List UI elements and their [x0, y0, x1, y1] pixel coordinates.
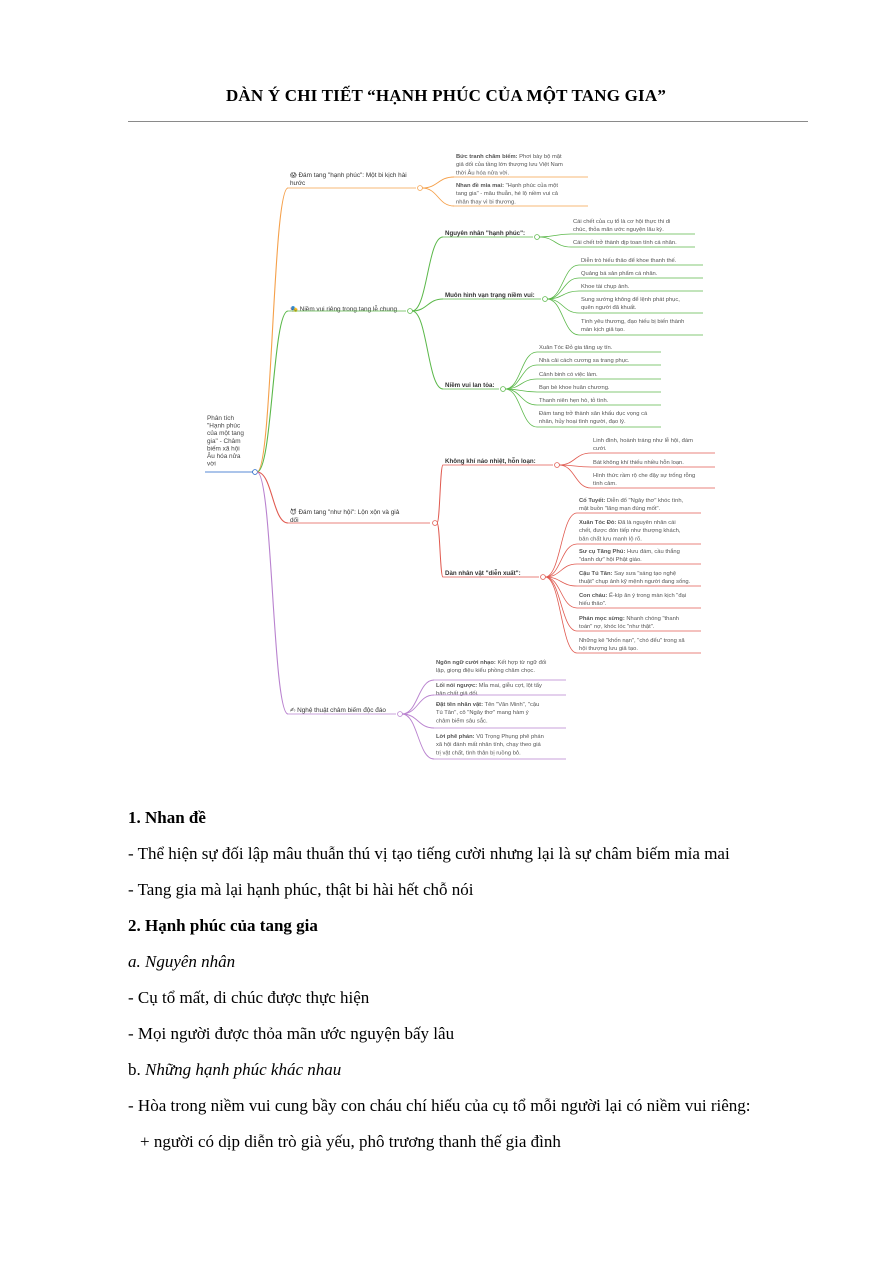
item-text: Diễn trò hiếu thảo để khoe thanh thế. [581, 258, 677, 264]
branch-connector [257, 188, 288, 472]
leaf-text: Nhan đề mỉa mai: "Hạnh phúc của một tang gia" - mâu thuẫn, hé lộ niềm vui cả nhân thay vì bi thương. [456, 183, 558, 206]
item-text: Thanh niên hẹn hò, tỏ tình. [539, 398, 609, 404]
group-label: Dàn nhân vật "diễn xuất": [445, 570, 521, 577]
group-connector [412, 299, 443, 311]
node-connector [433, 521, 438, 526]
outline-line: - Mọi người được thỏa mãn ước nguyện bấy lâu [128, 1024, 455, 1043]
item-text: Cậu Tú Tân: Say sưa "sáng tạo nghệ thuật" chụp ảnh kỹ mệnh người đang sống. [579, 571, 691, 586]
item-connector [545, 544, 577, 577]
node-connector [408, 309, 413, 314]
document-title: DÀN Ý CHI TIẾT “HẠNH PHÚC CỦA MỘT TANG GIA” [225, 86, 667, 105]
item-connector [559, 465, 591, 488]
item-text: Cái chết của cụ tổ là cơ hội thực thi di chúc, thỏa mãn ước nguyện lâu kỳ. [573, 219, 671, 234]
item-text: Bạn bè khoe huân chương. [539, 385, 610, 391]
group-connector [437, 465, 443, 523]
outline-line: - Hòa trong niềm vui cung bầy con cháu chí hiếu của cụ tổ mỗi người lại có niềm vui riêng: [128, 1096, 751, 1115]
leaf-text: Lối nói ngược: Mỉa mai, giễu cợt, lột tẩy bản chất giả dối. [436, 683, 542, 698]
subsection-title: Những hạnh phúc khác nhau [145, 1060, 342, 1079]
subsection-heading [128, 1052, 828, 1088]
group-label: Niềm vui lan tỏa: [445, 382, 495, 389]
item-text: Xuân Tóc Đỏ: Đã là nguyên nhân cái chết, được đón tiếp như thượng khách, bản chất lưu manh lộ rõ. [579, 520, 681, 543]
leaf-text: Lời phê phán: Vũ Trọng Phụng phê phán xã hội đánh mất nhân tính, chạy theo giá trị vật chất, tình thân bị ruồng bỏ. [436, 734, 544, 757]
node-connector [541, 575, 546, 580]
group-connector [437, 523, 443, 577]
item-text: Xuân Tóc Đỏ gia tăng uy tín. [539, 345, 613, 351]
branch-label: 🎭 Niềm vui riêng trong tang lễ chung [290, 306, 398, 313]
item-connector [545, 577, 577, 631]
item-connector [547, 299, 579, 313]
item-connector [539, 237, 571, 247]
item-connector [547, 299, 579, 335]
outline-body [128, 800, 828, 1160]
branch-connector [257, 472, 288, 714]
root-node-label: Phân tích "Hạnh phúc của một tang gia" - Châm biếm xã hội Âu hóa nửa vời [207, 415, 244, 468]
subsection-heading: a. Nguyên nhân [128, 952, 236, 971]
item-text: Hình thức rầm rộ che đậy sự trống rỗng tình cảm. [593, 473, 696, 488]
item-connector [545, 577, 577, 653]
item-text: Quảng bá sản phẩm cá nhân. [581, 271, 658, 277]
outline-line: - Tang gia mà lại hạnh phúc, thật bi hài hết chỗ nói [128, 880, 474, 899]
group-label: Muôn hình vạn trạng niềm vui: [445, 292, 535, 299]
group-label: Nguyên nhân "hạnh phúc": [445, 230, 526, 237]
subsection-prefix: b. [128, 1060, 145, 1079]
item-text: Cái chết trở thành dịp toan tính cá nhân. [573, 240, 677, 246]
item-text: Những kẻ "khốn nạn", "chó đểu" trong xã hội thượng lưu giả tạo. [579, 638, 685, 653]
leaf-text: Ngôn ngữ cười nhạo: Kết hợp từ ngữ đối lập, giọng điệu kiểu phồng châm chọc. [436, 660, 547, 675]
leaf-connector [402, 680, 434, 714]
leaf-connector [422, 177, 454, 188]
outline-line: - Cụ tổ mất, di chúc được thực hiện [128, 988, 370, 1007]
section-heading: 2. Hạnh phúc của tang gia [128, 916, 318, 935]
leaf-text: Bức tranh châm biếm: Phơi bày bộ mặt giả dối của tầng lớn thượng lưu Việt Nam thời Âu hóa nửa vời. [456, 154, 563, 177]
section-heading: 1. Nhan đề [128, 808, 206, 827]
item-text: Nhà cải cách cương sa trang phục. [539, 358, 630, 364]
node-connector [398, 712, 403, 717]
item-connector [505, 389, 537, 427]
node-connector [555, 463, 560, 468]
item-connector [539, 234, 571, 237]
item-text: Đám tang trở thành sân khấu dục vọng cá nhân, hủy hoại tình người, đạo lý. [539, 411, 648, 426]
item-text: Linh đình, hoành tráng như lễ hội, đám cưới. [593, 438, 693, 453]
item-text: Bát không khí thiếu nhiều hỗn loạn. [593, 460, 684, 466]
item-connector [505, 352, 537, 389]
node-connector [501, 387, 506, 392]
node-connector [253, 470, 258, 475]
leaf-text: Đặt tên nhân vật: Tên "Văn Minh", "cậu Tú Tân", cô "Ngây thơ" mang hàm ý châm biếm sâu sắc. [436, 702, 540, 725]
outline-line: + người có dịp diễn trò già yếu, phô trương thanh thế gia đình [140, 1132, 561, 1151]
item-text: Sung sướng không để lệnh phát phục, quên người đã khuất. [581, 297, 680, 312]
group-label: Không khí náo nhiệt, hỗn loạn: [445, 458, 536, 465]
item-text: Cảnh binh có việc làm. [539, 372, 598, 378]
item-text: Tình yêu thương, đạo hiếu bị biến thành màn kịch giả tạo. [581, 319, 685, 334]
item-connector [559, 453, 591, 465]
node-connector [535, 235, 540, 240]
item-text: Phán mọc sừng: Nhanh chóng "thanh toán" nợ, khóc lóc "như thật". [579, 616, 680, 631]
branch-label: 😱 Đám tang "hạnh phúc": Một bi kịch hài hước [290, 172, 407, 187]
item-text: Cố Tuyết: Diễn đổ "Ngây thơ" khóc tình, mặt buồn "lãng mạn đúng mốt". [579, 498, 684, 513]
leaf-connector [422, 188, 454, 206]
item-connector [547, 265, 579, 299]
item-text: Sư cụ Tăng Phú: Hưu đám, cầu thắng "danh dự" hội Phật giáo. [579, 549, 680, 564]
node-connector [543, 297, 548, 302]
item-connector [505, 365, 537, 389]
outline-line: - Thể hiện sự đối lập mâu thuẫn thú vị tạo tiếng cười nhưng lại là sự châm biếm mỉa mai [128, 844, 730, 863]
node-connector [418, 186, 423, 191]
branch-label: 😈 Đám tang "như hội": Lộn xộn và giả dối [290, 509, 400, 524]
item-connector [505, 389, 537, 405]
branch-label: ✍ Nghệ thuật châm biếm độc đáo [290, 707, 386, 714]
group-connector [412, 311, 443, 389]
item-text: Con cháu: Ế-kíp ăn ý trong màn kịch "đại hiếu thảo". [579, 593, 687, 608]
item-text: Khoe tài chụp ảnh. [581, 284, 630, 290]
